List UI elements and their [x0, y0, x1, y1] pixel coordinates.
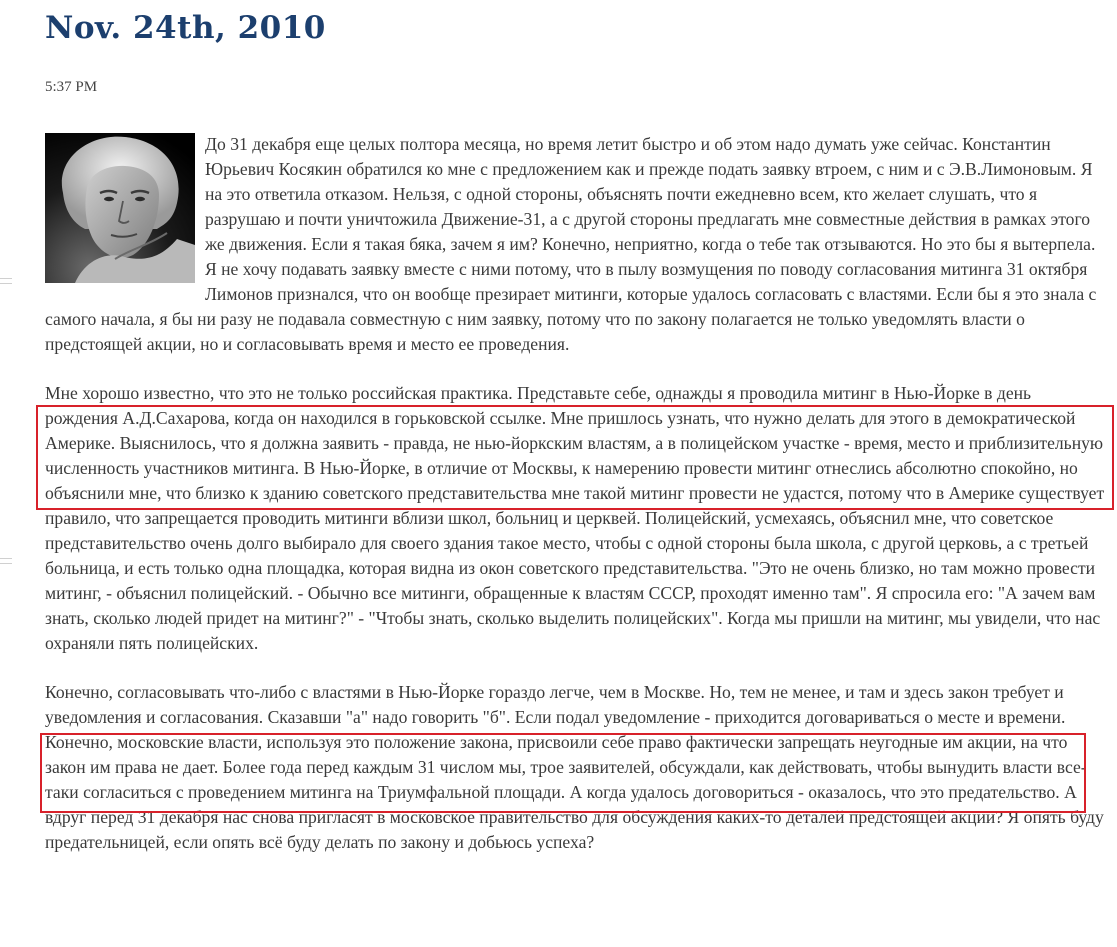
- paragraph: Мне хорошо известно, что это не только российская практика. Представьте себе, однажды я проводила митинг в Нью-Йорке в день рождения А.Д.Сахарова, когда он находился в горьковской ссылке. Мне пришлось узнать, что нужно делать для этого в демократической Америке. Выяснилось, что я должна заявить - правда, не нью-йоркским властям, а в полицейском участке - время, место и приблизительную численность участников митинга. В Нью-Йорке, в отличие от Москвы, к намерению провести митинг отнеслись абсолютно спокойно, но объяснили мне, что близко к зданию советского представительства мне такой митинг провести не удастся, потому что в Америке существует правило, что запрещается проводить митинги вблизи школ, больниц и церквей. Полицейский, усмехаясь, объяснил мне, что советское представительство очень долго выбирало для своего здания такое место, чтобы с одной стороны была школа, с другой церковь, а с третьей больница, и есть только одна площадка, которая видна из окон советского представительства. "Это не очень близко, но там можно провести митинг, - объяснил полицейский. - Обычно все митинги, обращенные к властям СССР, проходят именно там". Я спросила его: "А зачем вам знать, сколько людей придет на митинг?" - "Чтобы знать, сколько выделить полицейских". Когда мы пришли на митинг, мы увидели, что нас охраняли пять полицейских.: [45, 383, 1105, 653]
- paragraph: До 31 декабря еще целых полтора месяца, но время летит быстро и об этом надо думать уже сейчас. Константин Юрьевич Косякин обратился ко мне с предложением как и прежде подать заявку втроем, с ним и с Э.В.Лимоновым. Я на это ответила отказом. Нельзя, с одной стороны, объяснять почти ежедневно всем, кто желает слушать, что я разрушаю и почти уничтожила Движение-31, а с другой стороны предлагать мне совместные действия в рамках этого же движения. Если я такая бяка, зачем я им? Конечно, неприятно, когда о тебе так отзываются. Но это бы я вытерпела. Я не хочу подавать заявку вместе с ними потому, что в пылу возмущения по поводу согласования митинга 31 октября Лимонов признался, что он вообще презирает митинги, которые удалось согласовать с властями. Если бы я это знала с самого начала, я бы ни разу не подавала совместную с ним заявку, потому что по закону полагается не только уведомлять власти о предстоящей акции, но и согласовывать время и место ее проведения.: [45, 134, 1097, 354]
- post-date: Nov. 24th, 2010: [45, 10, 326, 46]
- post-time: 5:37 PM: [45, 79, 98, 95]
- paragraph: Конечно, согласовывать что-либо с властями в Нью-Йорке гораздо легче, чем в Москве. Но, тем не менее, и там и здесь закон требует и уведомления и согласования. Сказавши "а" надо говорить "б". Если подал уведомление - приходится договариваться о месте и времени. Конечно, московские власти, используя это положение закона, присвоили себе право фактически запрещать неугодные им акции, на что закон им права не дает. Более года перед каждым 31 числом мы, трое заявителей, обсуждали, как действовать, чтобы вынудить власти все-таки согласиться с проведением митинга на Триумфальной площади. А когда удалось договориться - оказалось, что это предательство. А вдруг перед 31 декабря нас снова пригласят в московское правительство для обсуждения каких-то деталей предстоящей акции? Я опять буду предательницей, если опять всё буду делать по закону и добьюсь успеха?: [45, 682, 1104, 852]
- portrait-photo-icon: [45, 133, 195, 283]
- edge-marker: [0, 278, 12, 284]
- post-body: [45, 132, 1107, 879]
- edge-marker: [0, 558, 12, 564]
